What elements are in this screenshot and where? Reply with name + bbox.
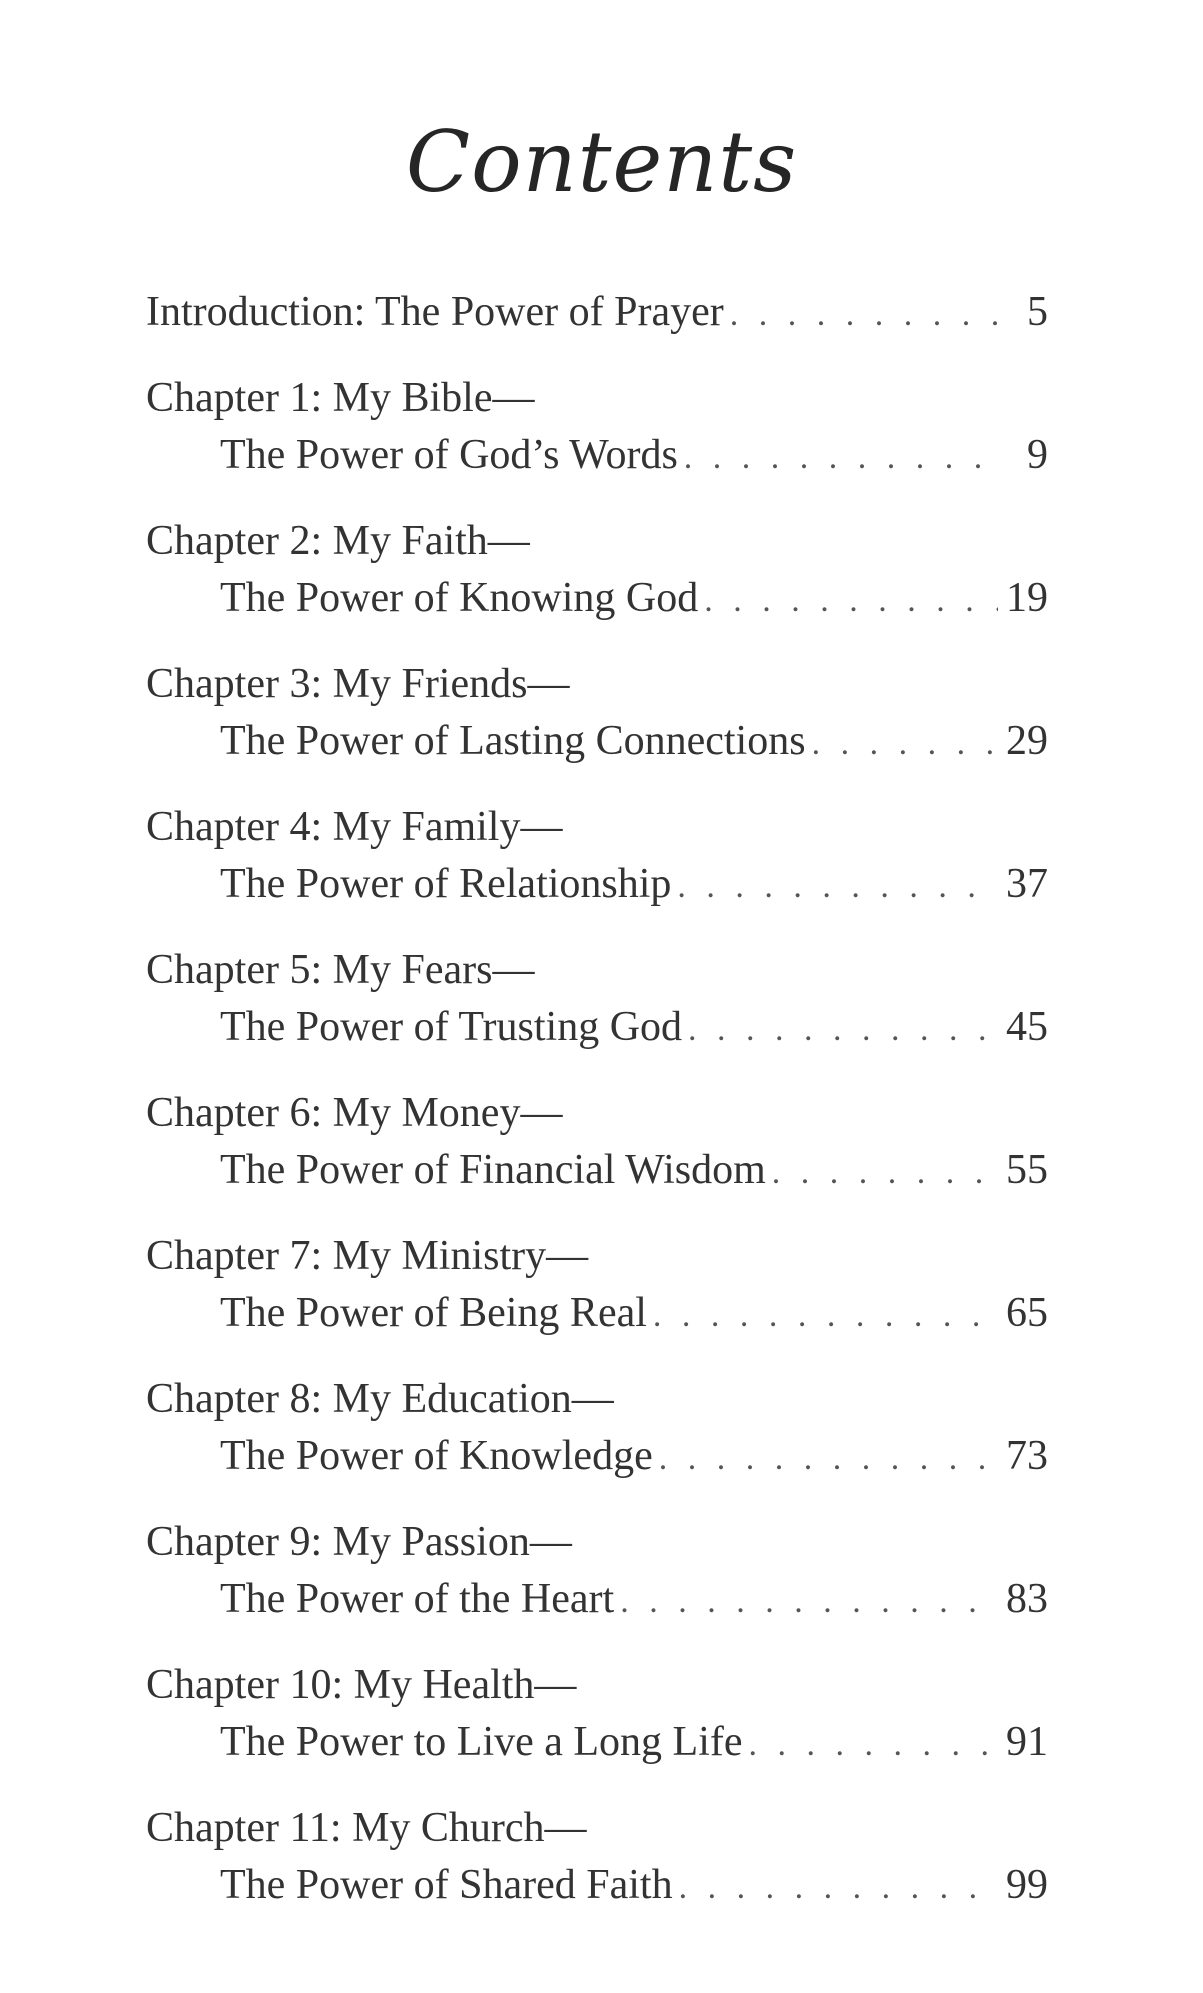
- toc-line: [146, 1857, 1048, 1916]
- dot-leader: [677, 858, 998, 915]
- chapter-subtitle: The Power of Trusting God: [220, 1004, 683, 1050]
- toc-line: [146, 1714, 1048, 1773]
- chapter-heading: Chapter 9: My Passion—: [146, 1519, 572, 1565]
- chapter-heading: Chapter 2: My Faith—: [146, 518, 530, 564]
- page-number: 99: [1006, 1862, 1048, 1908]
- toc-chapter-6: [146, 1085, 1048, 1201]
- dot-leader: [679, 1859, 998, 1916]
- toc-line: [146, 1571, 1048, 1630]
- toc-chapter-9: [146, 1514, 1048, 1630]
- toc-chapter-3: [146, 656, 1048, 772]
- page-number: 55: [1006, 1147, 1048, 1193]
- toc-title: Introduction: The Power of Prayer: [146, 289, 724, 335]
- dot-leader: [812, 715, 998, 772]
- toc-chapter-1: [146, 370, 1048, 486]
- toc-line: [146, 570, 1048, 629]
- toc-chapter-10: [146, 1657, 1048, 1773]
- chapter-heading: Chapter 3: My Friends—: [146, 661, 570, 707]
- chapter-heading: Chapter 6: My Money—: [146, 1090, 563, 1136]
- chapter-heading: Chapter 7: My Ministry—: [146, 1233, 589, 1279]
- page-number: 29: [1006, 718, 1048, 764]
- page-number: 5: [1027, 289, 1048, 335]
- toc-line: [146, 856, 1048, 915]
- dot-leader: [659, 1430, 998, 1487]
- page-number: 73: [1006, 1433, 1048, 1479]
- toc-line: [146, 713, 1048, 772]
- table-of-contents: [146, 284, 1048, 1943]
- chapter-subtitle: The Power of Relationship: [220, 861, 672, 907]
- dot-leader: [704, 572, 998, 629]
- chapter-heading: Chapter 4: My Family—: [146, 804, 563, 850]
- chapter-heading: Chapter 5: My Fears—: [146, 947, 535, 993]
- chapter-subtitle: The Power of Shared Faith: [220, 1862, 673, 1908]
- toc-line: [146, 284, 1048, 343]
- chapter-subtitle: The Power of Being Real: [220, 1290, 647, 1336]
- dot-leader: [688, 1001, 998, 1058]
- page-number: 91: [1006, 1719, 1048, 1765]
- dot-leader: [620, 1573, 998, 1630]
- page-number: 19: [1006, 575, 1048, 621]
- toc-line: [146, 1285, 1048, 1344]
- chapter-subtitle: The Power of God’s Words: [220, 432, 678, 478]
- chapter-heading: Chapter 1: My Bible—: [146, 375, 535, 421]
- chapter-subtitle: The Power of Financial Wisdom: [220, 1147, 766, 1193]
- dot-leader: [772, 1144, 998, 1201]
- toc-chapter-7: [146, 1228, 1048, 1344]
- chapter-subtitle: The Power to Live a Long Life: [220, 1719, 743, 1765]
- toc-chapter-5: [146, 942, 1048, 1058]
- page-number: 83: [1006, 1576, 1048, 1622]
- page-number: 9: [1027, 432, 1048, 478]
- page-title: Contents: [405, 113, 798, 211]
- toc-line: [146, 1428, 1048, 1487]
- page-number: 45: [1006, 1004, 1048, 1050]
- chapter-heading: Chapter 8: My Education—: [146, 1376, 614, 1422]
- chapter-subtitle: The Power of the Heart: [220, 1576, 615, 1622]
- toc-chapter-4: [146, 799, 1048, 915]
- chapter-heading: Chapter 10: My Health—: [146, 1662, 577, 1708]
- toc-chapter-2: [146, 513, 1048, 629]
- page-number: 37: [1006, 861, 1048, 907]
- toc-line: [146, 1142, 1048, 1201]
- dot-leader: [684, 429, 998, 486]
- toc-line: [146, 427, 1048, 486]
- dot-leader: [653, 1287, 998, 1344]
- chapter-heading: Chapter 11: My Church—: [146, 1805, 587, 1851]
- toc-chapter-11: [146, 1800, 1048, 1916]
- dot-leader: [730, 286, 998, 343]
- chapter-subtitle: The Power of Knowing God: [220, 575, 699, 621]
- chapter-subtitle: The Power of Knowledge: [220, 1433, 653, 1479]
- toc-line: [146, 999, 1048, 1058]
- toc-introduction: [146, 284, 1048, 343]
- toc-chapter-8: [146, 1371, 1048, 1487]
- chapter-subtitle: The Power of Lasting Connections: [220, 718, 806, 764]
- page-number: 65: [1006, 1290, 1048, 1336]
- dot-leader: [749, 1716, 999, 1773]
